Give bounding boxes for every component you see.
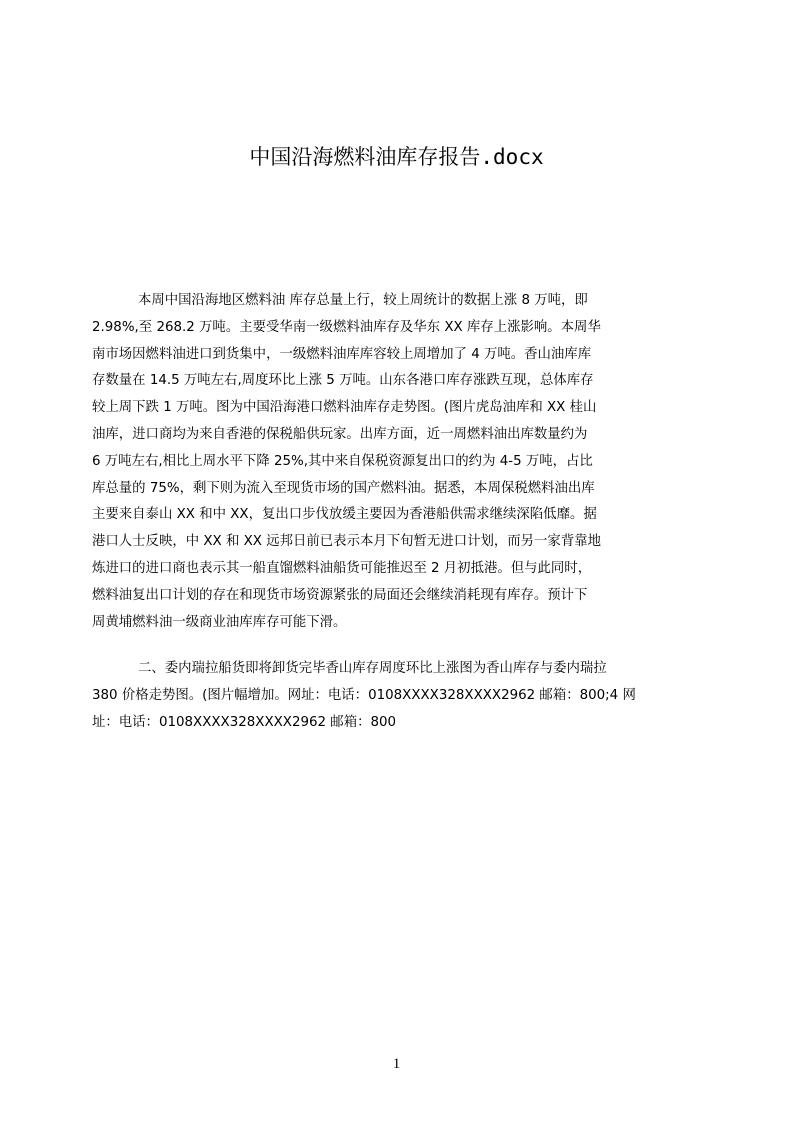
- paragraph-line: 2.98%,至 268.2 万吨。主要受华南一级燃料油库存及华东 XX 库存上涨影响。本周华: [92, 319, 601, 335]
- paragraph-line: 6 万吨左右,相比上周水平下降 25%,其中来自保税资源复出口的约为 4-5 万吨，占比: [92, 453, 593, 469]
- paragraph-line: 二、委内瑞拉船货即将卸货完毕香山库存周度环比上涨图为香山库存与委内瑞拉: [138, 661, 607, 676]
- paragraph-line: 油库，进口商均为来自香港的保税船供玩家。出库方面，近一周燃料油出库数量约为: [92, 426, 588, 442]
- paragraph-inventory-summary: [92, 288, 698, 636]
- page-number: 1: [392, 1056, 401, 1072]
- paragraph-line: 库总量的 75%，剩下则为流入至现货市场的国产燃料油。据悉，本周保税燃料油出库: [92, 480, 595, 496]
- paragraph-line: 380 价格走势图。(图片幅增加。网址：电话：0108XXXX328XXXX2962 邮箱：800;4 网: [92, 687, 636, 703]
- paragraph-venezuela-cargo: [92, 656, 698, 736]
- paragraph-line: 本周中国沿海地区燃料油 库存总量上行，较上周统计的数据上涨 8 万吨，即: [138, 293, 588, 308]
- paragraph-line: 存数量在 14.5 万吨左右,周度环比上涨 5 万吨。山东各港口库存涨跌互现，总体库存: [92, 373, 594, 389]
- paragraph-line: 燃料油复出口计划的存在和现货市场资源紧张的局面还会继续消耗现有库存。预计下: [92, 587, 588, 603]
- paragraph-line: 港口人士反映，中 XX 和 XX 远邦日前已表示本月下旬暂无进口计划，而另一家背靠地: [92, 534, 601, 550]
- paragraph-line: 炼进口的进口商也表示其一船直馏燃料油船货可能推迟至 2 月初抵港。但与此同时，: [92, 560, 592, 576]
- paragraph-line: 址：电话：0108XXXX328XXXX2962 邮箱：800: [92, 714, 397, 730]
- paragraph-line: 主要来自泰山 XX 和中 XX，复出口步伐放缓主要因为香港船供需求继续深陷低靡。据: [92, 507, 597, 523]
- document-title: 中国沿海燃料油库存报告.docx: [249, 145, 544, 169]
- paragraph-line: 周黄埔燃料油一级商业油库库存可能下滑。: [92, 614, 347, 630]
- paragraph-line: 南市场因燃料油进口到货集中，一级燃料油库库容较上周增加了 4 万吨。香山油库库: [92, 346, 592, 362]
- paragraph-line: 较上周下跌 1 万吨。图为中国沿海港口燃料油库存走势图。(图片虎岛油库和 XX 桂山: [92, 400, 597, 416]
